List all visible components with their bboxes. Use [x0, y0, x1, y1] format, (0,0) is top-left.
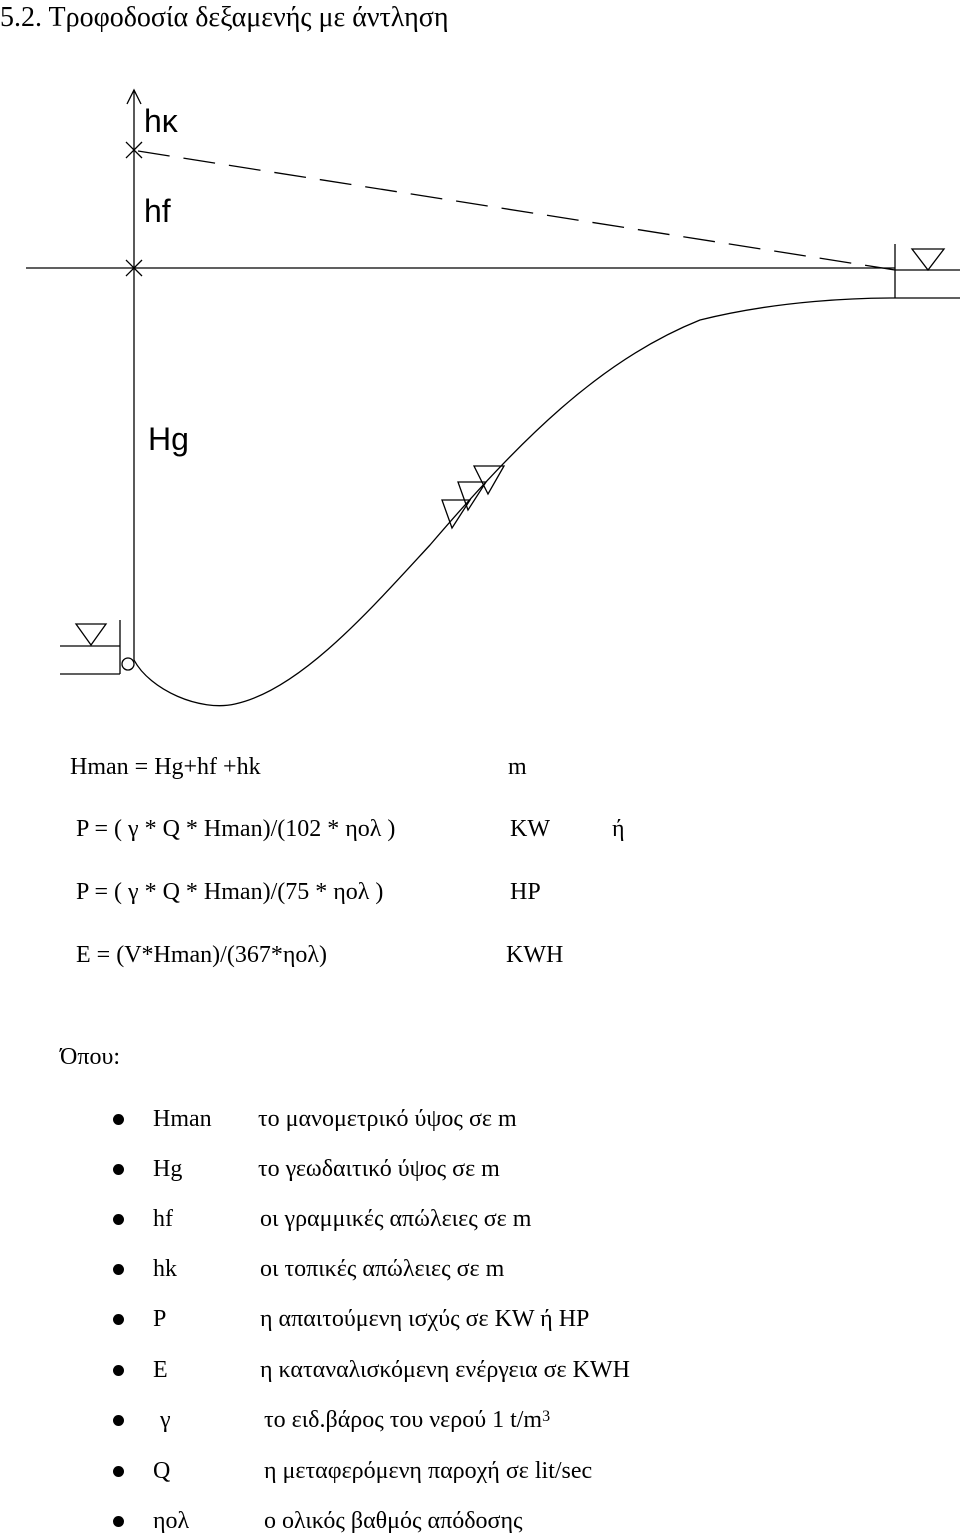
bullet-icon: [113, 1466, 124, 1477]
def-term: hk: [153, 1256, 177, 1282]
unit-power-kw: KW: [510, 816, 550, 842]
def-text: η μεταφερόμενη παροχή σε lit/sec: [264, 1458, 593, 1484]
bullet-icon: [113, 1365, 124, 1376]
unit-hman: m: [508, 754, 527, 780]
bullet-icon: [113, 1114, 124, 1125]
pumping-diagram: [0, 0, 960, 720]
def-term: E: [153, 1357, 168, 1383]
bullet-icon: [113, 1164, 124, 1175]
def-text-with-sup: [264, 1405, 550, 1438]
label-hk: hκ: [144, 103, 178, 139]
def-text: το γεωδαιτικό ύψος σε m: [258, 1156, 500, 1182]
def-term: hf: [153, 1206, 173, 1232]
def-term: Q: [153, 1458, 171, 1484]
def-term: γ: [160, 1407, 171, 1433]
def-term: P: [153, 1306, 167, 1332]
def-term: Hg: [153, 1156, 183, 1182]
bullet-icon: [113, 1516, 124, 1527]
def-term: ηολ: [153, 1508, 190, 1534]
def-term: Hman: [153, 1106, 212, 1132]
where-label: Όπου:: [60, 1044, 120, 1070]
unit-power-hp: HP: [510, 879, 541, 905]
def-text: η καταναλισκόμενη ενέργεια σε KWH: [260, 1357, 630, 1383]
def-text: ο ολικός βαθμός απόδοσης: [264, 1508, 523, 1534]
def-text: οι γραμμικές απώλειες σε m: [260, 1206, 532, 1232]
pipe-line: [134, 298, 895, 706]
def-text: το μανομετρικό ύψος σε m: [258, 1106, 517, 1132]
formula-hman: Hman = Hg+hf +hk: [70, 754, 261, 780]
bullet-icon: [113, 1314, 124, 1325]
page-heading: 5.2. Τροφοδοσία δεξαμενής με άντληση: [0, 2, 449, 33]
label-hg: Hg: [148, 421, 189, 457]
formula-energy: E = (V*Hman)/(367*ηολ): [76, 942, 328, 968]
bullet-icon: [113, 1214, 124, 1225]
left-water-level-icon: [76, 624, 106, 645]
bullet-icon: [113, 1415, 124, 1426]
formula-power-hp: P = ( γ * Q * Hman)/(75 * ηολ ): [76, 879, 384, 905]
bullet-icon: [113, 1264, 124, 1275]
unit-energy: KWH: [506, 942, 564, 968]
right-water-level-icon: [912, 249, 944, 270]
formula-power-kw: P = ( γ * Q * Hman)/(102 * ηολ ): [76, 816, 396, 842]
def-text: το ειδ.βάρος του νερού 1 t/m: [264, 1407, 543, 1433]
unit-or: ή: [612, 816, 625, 842]
energy-line: [138, 151, 895, 270]
def-text: οι τοπικές απώλειες σε m: [260, 1256, 505, 1282]
label-hf: hf: [144, 193, 171, 229]
superscript: 3: [542, 1408, 551, 1425]
pump-icon: [122, 658, 134, 670]
def-text: η απαιτούμενη ισχύς σε KW ή HP: [260, 1306, 590, 1332]
